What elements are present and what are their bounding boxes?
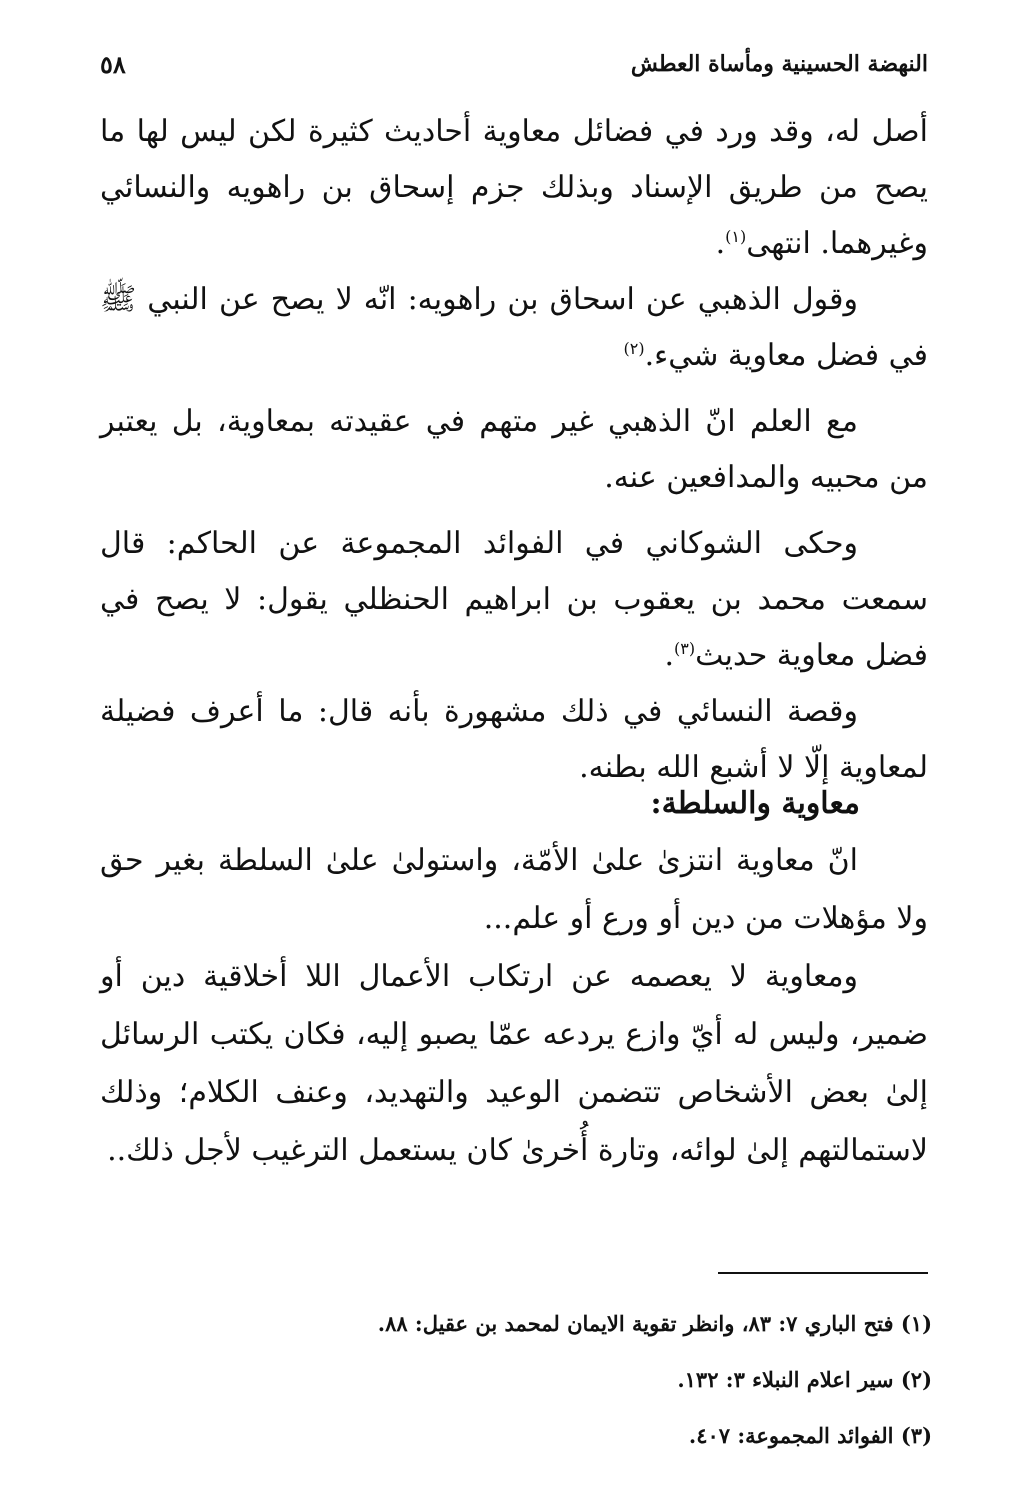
paragraph: ومعاوية لا يعصمه عن ارتكاب الأعمال اللا أخلاقية دين أو ضمير، وليس له أيّ وازع يردعه عمّا يصبو إليه، فكان يكتب الرسائل إلىٰ بعض الأشخاص تتضمن الوعيد والتهديد، وعنف الكلام؛ وذلك لاستمالتهم إلىٰ لوائه، وتارة أُخرىٰ كان يستعمل الترغيب لأجل ذلك.. [100,959,928,1168]
section-heading: معاوية والسلطة: [650,786,860,821]
body-text [100,104,928,796]
footnote-ref: (١) [725,227,747,246]
footnote-divider [718,1272,928,1274]
footnote-ref: (٣) [674,639,696,658]
page-header [100,44,928,84]
footnote: (١) فتح الباري ٧: ٨٣، وانظر تقوية الايمان لمحمد بن عقيل: ٨٨. [377,1311,932,1336]
paragraph: مع العلم انّ الذهبي غير متهم في عقيدته بمعاوية، بل يعتبر من محبيه والمدافعين عنه. [100,404,928,495]
running-title: النهضة الحسينية ومأساة العطش [630,51,928,77]
footnote-ref: (٢) [623,339,645,358]
paragraph: وقول الذهبي عن اسحاق بن راهويه: انّه لا يصح عن النبي ﷺ في فضل معاوية شيء.$^{(٢)}$ [100,282,928,373]
footnote: (٢) سير اعلام النبلاء ٣: ١٣٢. [677,1367,932,1392]
footnotes [100,1296,932,1464]
section-body [100,832,928,1180]
paragraph: أصل له، وقد ورد في فضائل معاوية أحاديث كثيرة لكن ليس لها ما يصح من طريق الإسناد وبذلك جزم إسحاق بن راهويه والنسائي وغيرهما. انتهى$^{(١)}$. [100,114,928,261]
page-number: ٥٨ [100,49,126,79]
paragraph: وقصة النسائي في ذلك مشهورة بأنه قال: ما أعرف فضيلة لمعاوية إلّا لا أشبع الله بطنه. [100,694,928,785]
footnote: (٣) الفوائد المجموعة: ٤٠٧. [688,1423,932,1448]
paragraph: وحكى الشوكاني في الفوائد المجموعة عن الحاكم: قال سمعت محمد بن يعقوب بن ابراهيم الحنظلي يقول: لا يصح في فضل معاوية حديث$^{(٣)}$. [100,526,928,673]
paragraph: انّ معاوية انتزىٰ علىٰ الأمّة، واستولىٰ علىٰ السلطة بغير حق ولا مؤهلات من دين أو ورع أو علم... [100,843,928,936]
